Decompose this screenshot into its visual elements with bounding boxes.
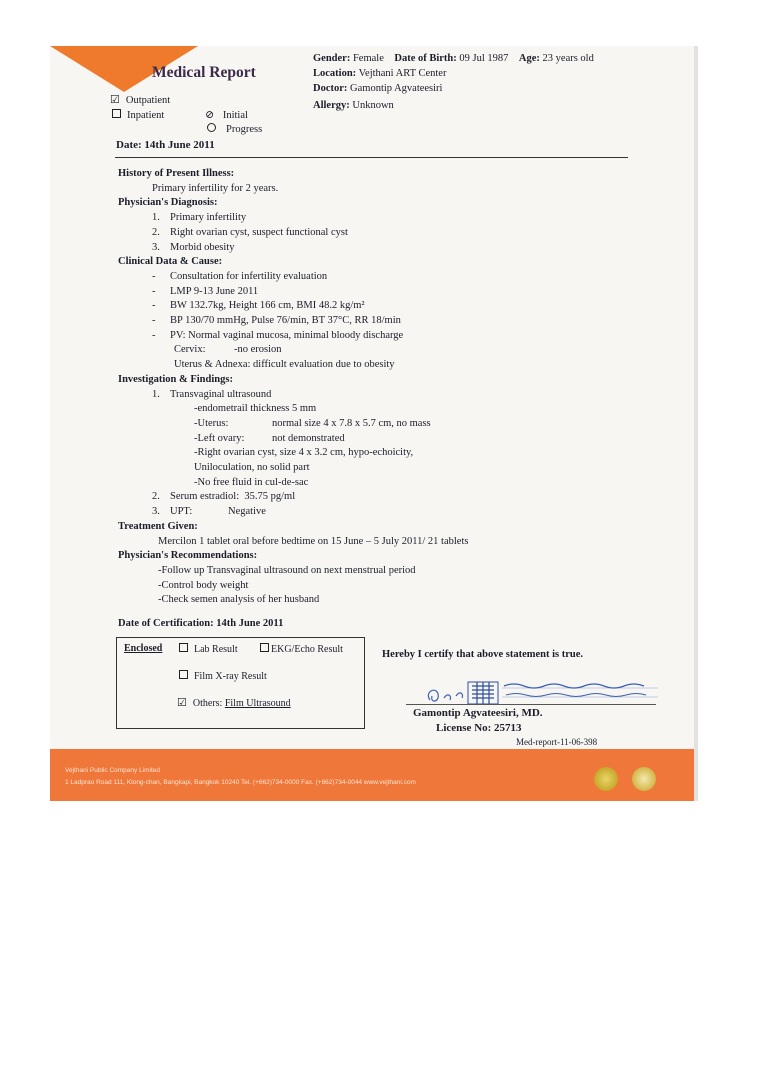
checked-box-icon: ☑ — [177, 697, 187, 709]
investigation-item: 2. Serum estradiol: 35.75 pg/ml — [152, 491, 296, 503]
doctor-line: Doctor: Gamontip Agvateesiri — [313, 83, 443, 94]
xray-result-option: Film X-ray Result — [179, 670, 267, 682]
gender-dob-age-line: Gender: Female Date of Birth: 09 Jul 1987 Age: 23 years old — [313, 53, 594, 64]
clinical-item: - BP 130/70 mmHg, Pulse 76/min, BT 37°C, RR 18/min — [152, 315, 401, 327]
tvus-line: Uniloculation, no solid part — [194, 462, 310, 474]
lab-result-option: Lab Result — [179, 643, 238, 655]
investigation-item: 1. Transvaginal ultrasound — [152, 388, 272, 400]
recommendation-item: -Follow up Transvaginal ultrasound on next menstrual period — [158, 564, 416, 576]
inpatient-option: Inpatient — [112, 109, 164, 121]
clinical-item: - LMP 9-13 June 2011 — [152, 285, 259, 297]
doctor-value: Gamontip Agvateesiri — [350, 83, 443, 94]
tvus-line: -Left ovary: not demonstrated — [194, 432, 345, 444]
empty-checkbox-icon — [260, 643, 269, 652]
diagnosis-item: 2. Right ovarian cyst, suspect functional cyst — [152, 226, 348, 238]
diagnosis-item: 3. Morbid obesity — [152, 241, 235, 253]
empty-checkbox-icon — [112, 109, 121, 118]
tvus-line: -Uterus: normal size 4 x 7.8 x 5.7 cm, no mass — [194, 417, 431, 429]
clinical-item: - Consultation for infertility evaluation — [152, 270, 328, 282]
treatment-text: Mercilon 1 tablet oral before bedtime on 15 June – 5 July 2011/ 21 tablets — [158, 535, 469, 547]
tvus-line: -No free fluid in cul-de-sac — [194, 476, 309, 488]
report-body — [118, 167, 678, 632]
clinical-heading: Clinical Data & Cause: — [118, 256, 223, 268]
clinical-item: - PV: Normal vaginal mucosa, minimal bloody discharge — [152, 329, 404, 341]
ekg-result-option: EKG/Echo Result — [260, 643, 343, 655]
recommendations-heading: Physician's Recommendations: — [118, 550, 258, 562]
diagnosis-item: 1. Primary infertility — [152, 212, 247, 224]
initial-option: ⊘ Initial — [205, 109, 248, 121]
header-divider — [115, 157, 628, 158]
recommendation-item: -Check semen analysis of her husband — [158, 594, 320, 606]
cervix-line: Cervix: -no erosion — [174, 344, 282, 356]
tvus-line: -endometrail thickness 5 mm — [194, 403, 317, 415]
checked-box-icon: ☑ — [110, 94, 120, 106]
enclosed-box — [116, 637, 365, 729]
investigation-item: 3. UPT: Negative — [152, 506, 266, 518]
others-option: ☑ Others: Film Ultrasound — [177, 697, 291, 709]
award-seal-icon — [632, 767, 656, 791]
hpi-text: Primary infertility for 2 years. — [152, 182, 279, 194]
license-number: License No: 25713 — [436, 722, 522, 734]
footer-address: 1 Ladprao Road 111, Klong-chan, Bangkapi, Bangkok 10240 Tel. (+662)734-0000 Fax. (+662)734-0044 www.vejthani.com — [65, 779, 416, 786]
location-value: Vejthani ART Center — [358, 68, 447, 79]
accreditation-seal-icon — [594, 767, 618, 791]
certify-statement: Hereby I certify that above statement is true. — [382, 649, 584, 660]
allergy-value: Unknown — [352, 100, 394, 111]
location-line: Location: Vejthani ART Center — [313, 68, 447, 79]
page-edge-shadow — [694, 46, 698, 801]
progress-option: Progress — [207, 123, 262, 135]
empty-checkbox-icon — [179, 670, 188, 679]
treatment-heading: Treatment Given: — [118, 520, 198, 532]
outpatient-option: ☑ Outpatient — [110, 94, 171, 106]
hpi-heading: History of Present Illness: — [118, 168, 235, 179]
checked-circle-icon: ⊘ — [205, 109, 215, 121]
empty-checkbox-icon — [179, 643, 188, 652]
signature-line — [406, 704, 656, 705]
others-value: Film Ultrasound — [224, 698, 291, 709]
allergy-line: Allergy: Unknown — [313, 100, 394, 111]
empty-radio-icon — [207, 123, 216, 132]
doctor-name: Gamontip Agvateesiri, MD. — [413, 707, 543, 719]
report-title: Medical Report — [152, 64, 256, 81]
uterus-adnexa-line: Uterus & Adnexa: difficult evaluation due to obesity — [174, 359, 395, 371]
clinical-item: - BW 132.7kg, Height 166 cm, BMI 48.2 kg/m² — [152, 300, 365, 312]
recommendation-item: -Control body weight — [158, 579, 249, 591]
investigation-heading: Investigation & Findings: — [118, 373, 233, 385]
enclosed-label: Enclosed — [124, 643, 163, 654]
footer-band — [50, 749, 694, 801]
gender-value: Female — [352, 53, 384, 64]
medical-report-sheet — [50, 46, 694, 801]
certification-date: Date of Certification: 14th June 2011 — [118, 618, 284, 630]
tvus-line: -Right ovarian cyst, size 4 x 3.2 cm, hypo-echoicity, — [194, 447, 414, 459]
age-value: 23 years old — [542, 53, 594, 64]
report-reference: Med-report-11-06-398 — [516, 737, 598, 747]
dob-value: 09 Jul 1987 — [459, 53, 509, 64]
diagnosis-heading: Physician's Diagnosis: — [118, 197, 218, 209]
footer-company: Vejthani Public Company Limited — [65, 767, 161, 774]
report-date: Date: 14th June 2011 — [116, 139, 215, 151]
